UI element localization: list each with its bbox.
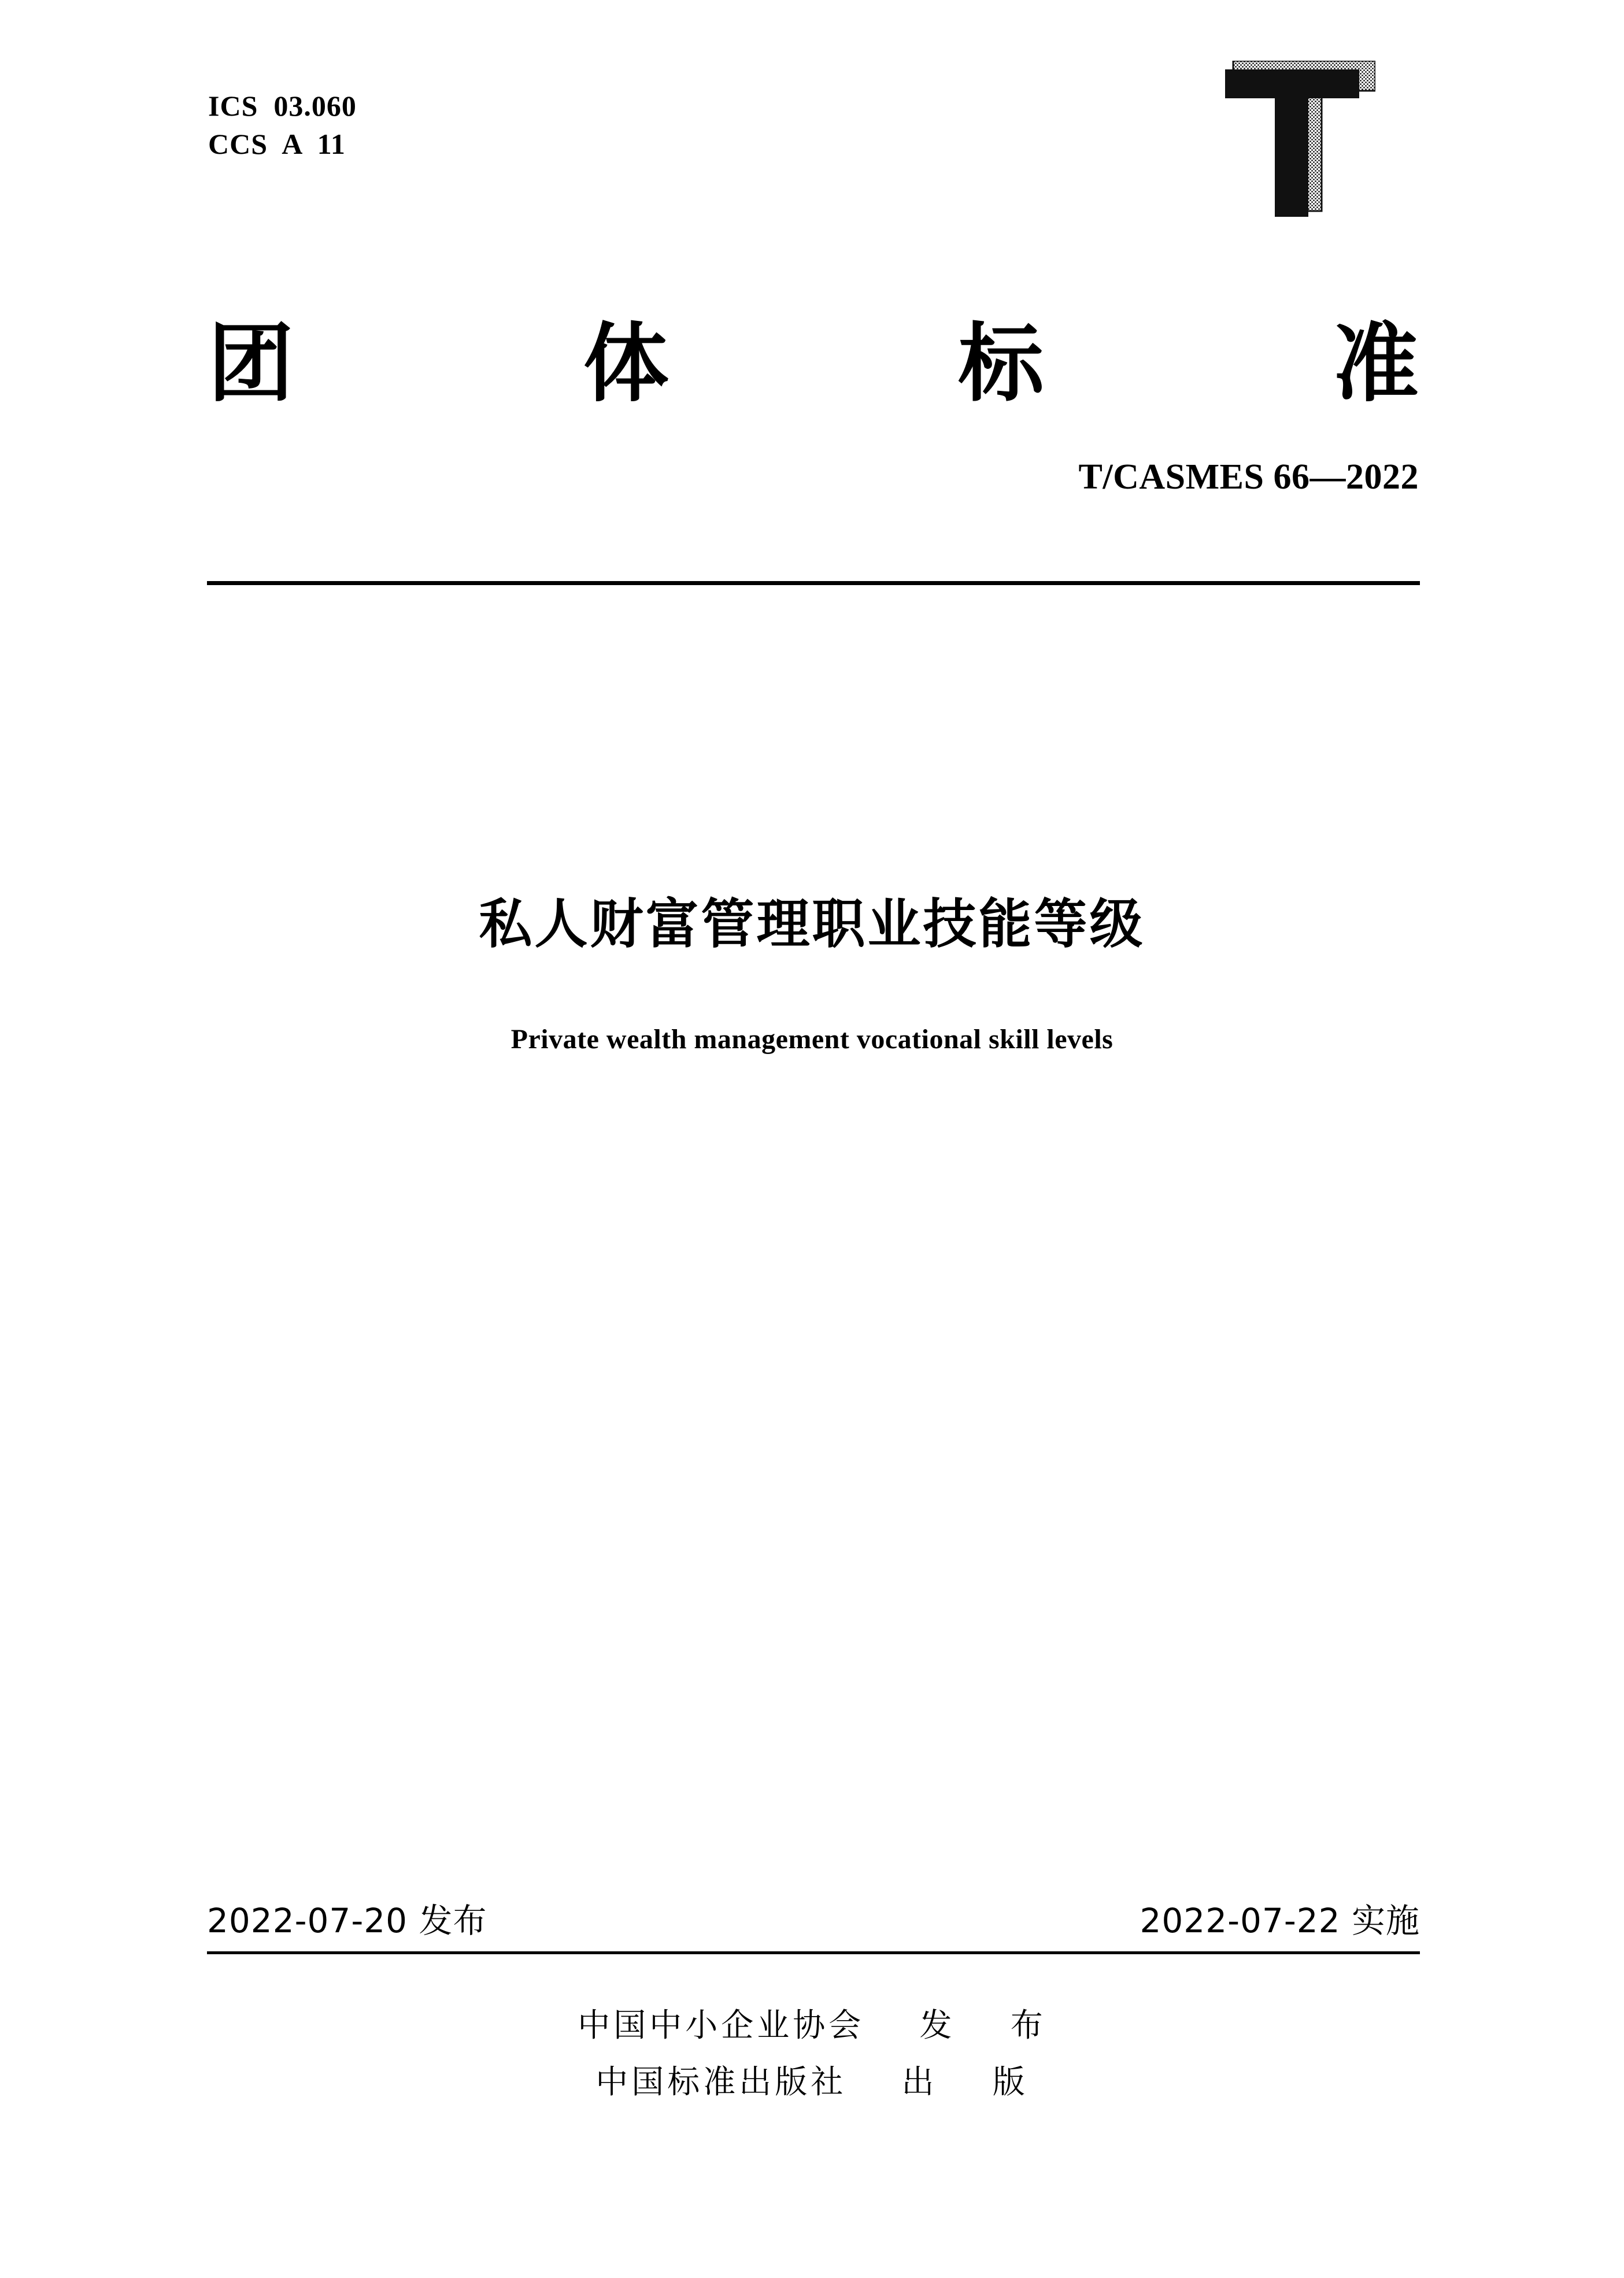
publisher-press: 中国标准出版社 出 版 [595, 2063, 1029, 2101]
series-title-char-3: 标 [958, 314, 1044, 413]
standard-number: T/CASMES 66—2022 [1078, 457, 1419, 497]
footer-divider [207, 1951, 1420, 1954]
effective-date: 2022-07-22 实施 [1140, 1901, 1420, 1940]
series-title [208, 314, 1419, 413]
header-divider [207, 581, 1420, 585]
series-title-char-2: 体 [583, 314, 669, 413]
document-title-chinese: 私人财富管理职业技能等级 [479, 893, 1145, 955]
series-title-char-4: 准 [1333, 314, 1419, 413]
classification-codes [208, 87, 357, 163]
series-title-char-1: 团 [208, 314, 294, 413]
letter-t-logo-icon [1225, 61, 1375, 220]
publisher-block [0, 1998, 1624, 2111]
ics-code: ICS 03.060 [208, 90, 357, 122]
document-title-english: Private wealth management vocational skill levels [510, 1024, 1114, 1055]
date-row [207, 1894, 1420, 1942]
publisher-association: 中国中小企业协会 发 布 [578, 2007, 1046, 2044]
issue-date: 2022-07-20 发布 [207, 1901, 487, 1940]
ccs-code: CCS A 11 [208, 128, 346, 160]
